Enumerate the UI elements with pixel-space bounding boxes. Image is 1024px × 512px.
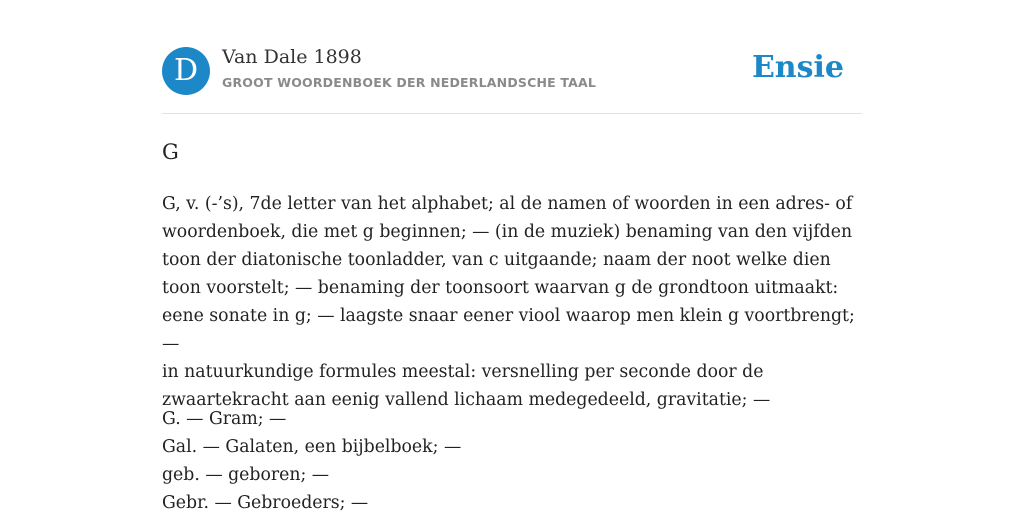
- dictionary-name-link[interactable]: Van Dale 1898: [222, 46, 362, 68]
- abbreviation-item: Gal. — Galaten, een bijbelboek; —: [162, 437, 462, 457]
- dictionary-avatar[interactable]: D: [162, 47, 210, 95]
- definition-line: toon voorstelt; — benaming der toonsoort waarvan g de grondtoon uitmaakt:: [162, 278, 839, 298]
- entry-definition: [162, 190, 862, 414]
- header-divider: [162, 113, 862, 114]
- abbreviation-item: Gebr. — Gebroeders; —: [162, 493, 369, 512]
- definition-line: eene sonate in g; — laagste snaar eener viool waarop men klein g voortbrengt; —: [162, 306, 855, 354]
- dictionary-subtitle: GROOT WOORDENBOEK DER NEDERLANDSCHE TAAL: [222, 75, 597, 90]
- definition-line: zwaartekracht aan eenig vallend lichaam medegedeeld, gravitatie; —: [162, 390, 771, 410]
- abbreviation-list: [162, 405, 862, 512]
- definition-line: toon der diatonische toonladder, van c uitgaande; naam der noot welke dien: [162, 250, 831, 270]
- abbreviation-item: geb. — geboren; —: [162, 465, 330, 485]
- definition-line: in natuurkundige formules meestal: versnelling per seconde door de: [162, 362, 764, 382]
- entry-headword: G: [162, 140, 179, 164]
- abbreviation-item: G. — Gram; —: [162, 409, 287, 429]
- dictionary-header: [162, 46, 862, 96]
- definition-line: G, v. (-’s), 7de letter van het alphabet; al de namen of woorden in een adres- of: [162, 194, 853, 214]
- ensie-logo-link[interactable]: Ensie: [751, 50, 844, 85]
- definition-line: woordenboek, die met g beginnen; — (in de muziek) benaming van den vijfden: [162, 222, 853, 242]
